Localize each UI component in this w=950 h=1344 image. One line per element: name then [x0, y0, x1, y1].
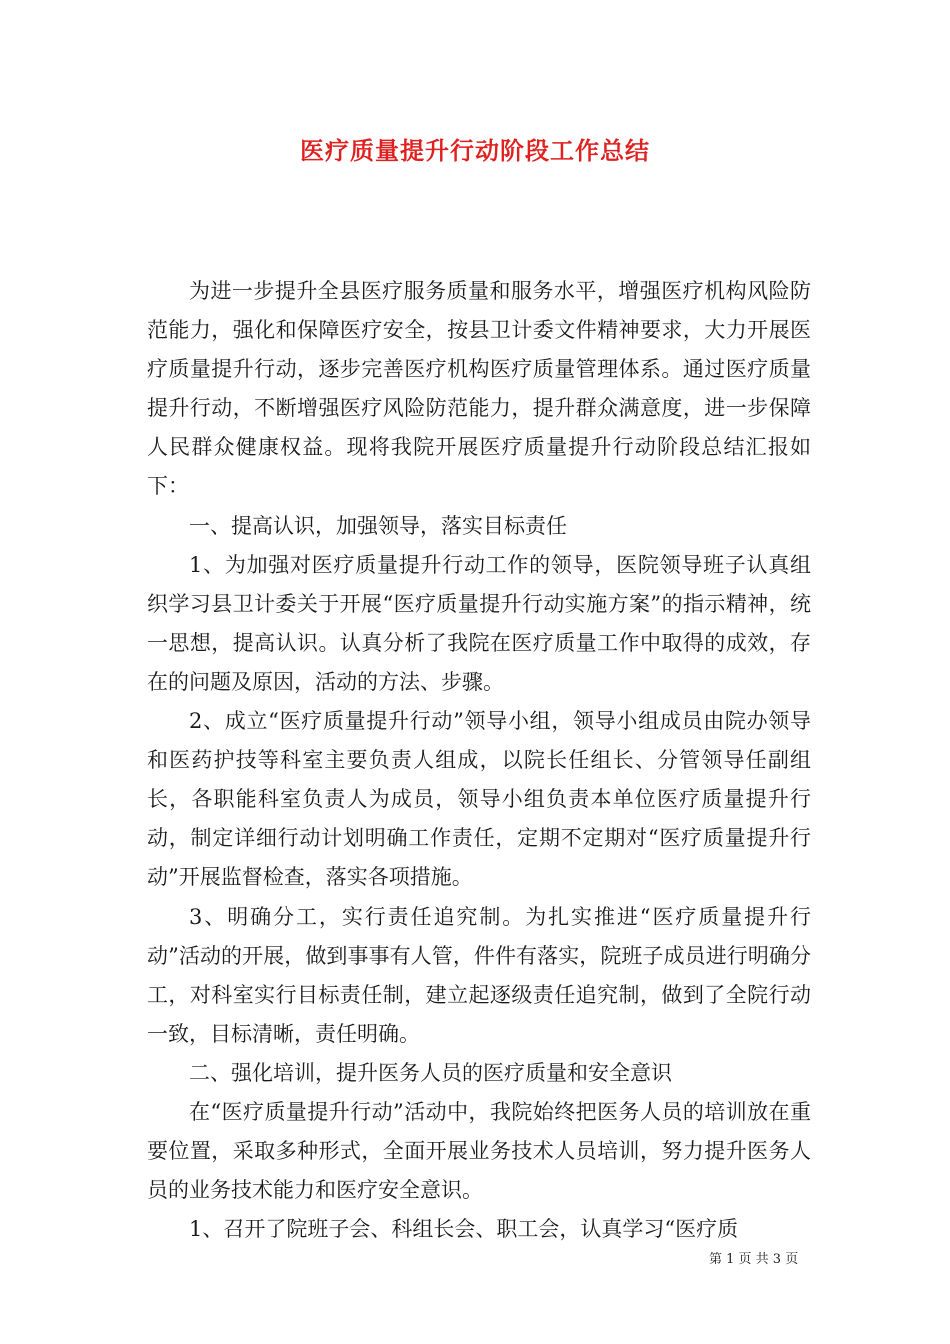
paragraph: 3、明确分工，实行责任追究制。为扎实推进“医疗质量提升行动”活动的开展，做到事事有人管，件件有落实，院班子成员进行明确分工，对科室实行目标责任制，建立起逐级责任追究制，做到了全院行动一致，目标清晰，责任明确。 — [147, 904, 811, 1046]
document-body — [147, 272, 811, 1249]
paragraph: 1、召开了院班子会、科组长会、职工会，认真学习“医疗质 — [189, 1217, 739, 1242]
page-number-footer: 第 1 页 共 3 页 — [709, 1252, 799, 1267]
paragraph: 1、为加强对医疗质量提升行动工作的领导，医院领导班子认真组织学习县卫计委关于开展“医疗质量提升行动实施方案”的指示精神，统一思想，提高认识。认真分析了我院在医疗质量工作中取得的成效，存在的问题及原因，活动的方法、步骤。 — [147, 552, 811, 694]
section-heading: 一、提高认识，加强领导，落实目标责任 — [189, 513, 567, 538]
section-heading: 二、强化培训，提升医务人员的医疗质量和安全意识 — [189, 1060, 672, 1085]
paragraph: 在“医疗质量提升行动”活动中，我院始终把医务人员的培训放在重要位置，采取多种形式，全面开展业务技术人员培训，努力提升医务人员的业务技术能力和医疗安全意识。 — [147, 1099, 811, 1203]
paragraph: 2、成立“医疗质量提升行动”领导小组，领导小组成员由院办领导和医药护技等科室主要负责人组成，以院长任组长、分管领导任副组长，各职能科室负责人为成员，领导小组负责本单位医疗质量提升行动，制定详细行动计划明确工作责任，定期不定期对“医疗质量提升行动”开展监督检查，落实各项措施。 — [147, 709, 811, 890]
document-title: 医疗质量提升行动阶段工作总结 — [300, 136, 650, 165]
paragraph: 为进一步提升全县医疗服务质量和服务水平，增强医疗机构风险防范能力，强化和保障医疗安全，按县卫计委文件精神要求，大力开展医疗质量提升行动，逐步完善医疗机构医疗质量管理体系。通过医疗质量提升行动，不断增强医疗风险防范能力，提升群众满意度，进一步保障人民群众健康权益。现将我院开展医疗质量提升行动阶段总结汇报如下： — [147, 279, 811, 499]
